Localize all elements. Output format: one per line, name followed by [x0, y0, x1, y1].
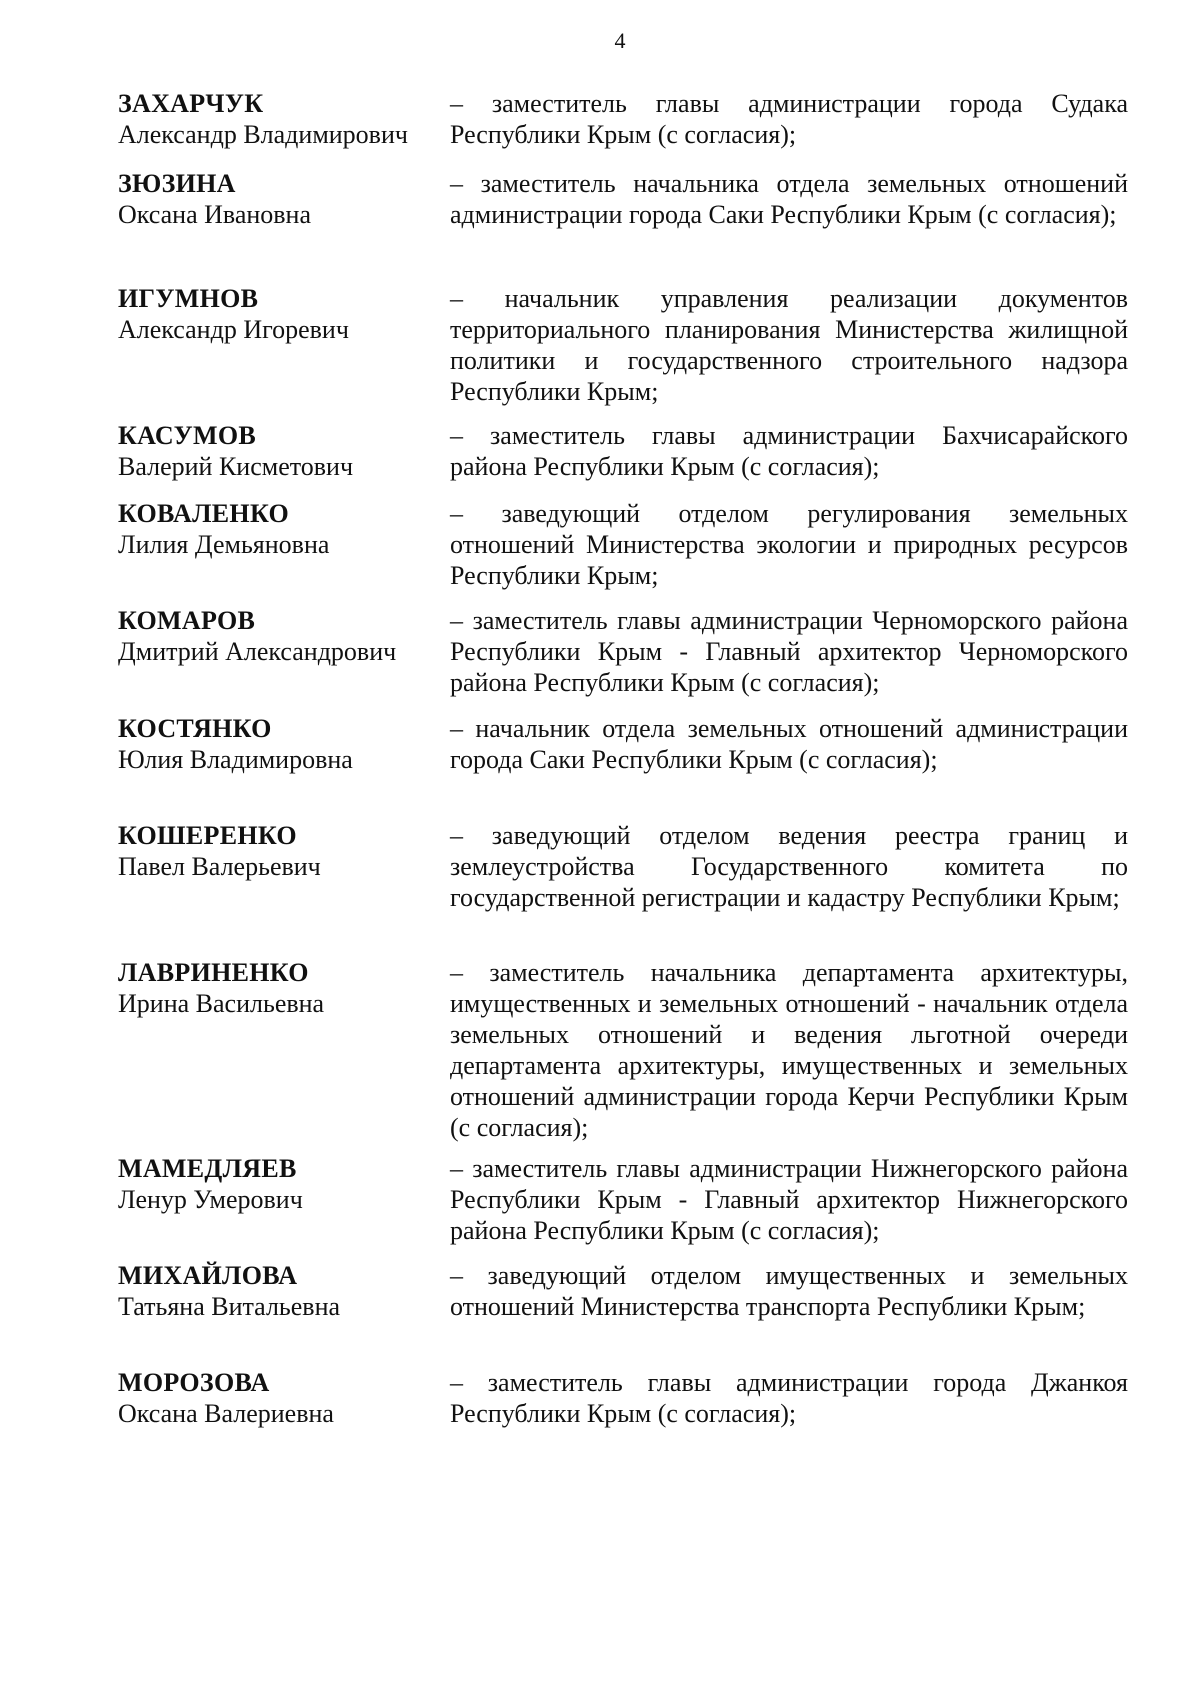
member-role: – заместитель начальника отдела земельных отношений администрации города Саки Республики Крым (с согласия);: [450, 169, 1128, 229]
member-given-name: Татьяна Витальевна: [118, 1292, 341, 1321]
member-surname: ЗАХАРЧУК: [118, 89, 264, 118]
member-person: [118, 498, 448, 560]
member-role: – заместитель главы администрации Бахчисарайского района Республики Крым (с согласия);: [450, 421, 1128, 481]
member-given-name: Александр Игоревич: [118, 315, 349, 344]
member-surname: МАМЕДЛЯЕВ: [118, 1154, 297, 1183]
member-surname: КОМАРОВ: [118, 606, 256, 635]
member-person: [118, 713, 448, 775]
member-given-name: Оксана Ивановна: [118, 200, 312, 229]
member-person: [118, 1153, 448, 1215]
member-given-name: Оксана Валериевна: [118, 1399, 334, 1428]
member-role: – заведующий отделом ведения реестра границ и землеустройства Государственного комитета по государственной регистрации и кадастру Республики Крым;: [450, 821, 1128, 912]
member-surname: КОВАЛЕНКО: [118, 499, 289, 528]
member-person: [118, 420, 448, 482]
member-person: [118, 605, 448, 667]
member-role: – заместитель главы администрации Нижнегорского района Республики Крым - Главный архитектор Нижнегорского района Республики Крым (с согласия);: [450, 1154, 1128, 1245]
member-role: – заведующий отделом регулирования земельных отношений Министерства экологии и природных ресурсов Республики Крым;: [450, 499, 1128, 590]
member-person: [118, 283, 448, 345]
member-surname: ИГУМНОВ: [118, 284, 259, 313]
member-person: [118, 1260, 448, 1322]
member-surname: МОРОЗОВА: [118, 1368, 270, 1397]
member-surname: ЛАВРИНЕНКО: [118, 958, 309, 987]
member-surname: ЗЮЗИНА: [118, 169, 236, 198]
member-person: [118, 168, 448, 230]
member-role: – начальник управления реализации документов территориального планирования Министерства жилищной политики и государственного строительного надзора Республики Крым;: [450, 284, 1128, 406]
member-given-name: Дмитрий Александрович: [118, 637, 397, 666]
member-person: [118, 88, 448, 150]
member-role: – заместитель начальника департамента архитектуры, имущественных и земельных отношений - начальник отдела земельных отношений и ведения льготной очереди департамента архитектуры, имущественных и земельных отношений администрации города Керчи Республики Крым (с согласия);: [450, 958, 1128, 1142]
member-given-name: Александр Владимирович: [118, 120, 408, 149]
member-person: [118, 820, 448, 882]
member-role: – заместитель главы администрации города Судака Республики Крым (с согласия);: [450, 89, 1128, 149]
member-role: – начальник отдела земельных отношений администрации города Саки Республики Крым (с согласия);: [450, 714, 1128, 774]
member-surname: МИХАЙЛОВА: [118, 1261, 298, 1290]
member-given-name: Ленур Умерович: [118, 1185, 303, 1214]
member-role: – заместитель главы администрации города Джанкоя Республики Крым (с согласия);: [450, 1368, 1128, 1428]
member-surname: КОСТЯНКО: [118, 714, 272, 743]
member-given-name: Ирина Васильевна: [118, 989, 325, 1018]
member-role: – заведующий отделом имущественных и земельных отношений Министерства транспорта Республики Крым;: [450, 1261, 1128, 1321]
member-given-name: Валерий Кисметович: [118, 452, 354, 481]
member-surname: КОШЕРЕНКО: [118, 821, 297, 850]
member-person: [118, 1367, 448, 1429]
member-role: – заместитель главы администрации Черноморского района Республики Крым - Главный архитектор Черноморского района Республики Крым (с согласия);: [450, 606, 1128, 697]
member-given-name: Лилия Демьяновна: [118, 530, 330, 559]
page-number: 4: [614, 28, 626, 53]
member-given-name: Павел Валерьевич: [118, 852, 321, 881]
member-surname: КАСУМОВ: [118, 421, 257, 450]
member-given-name: Юлия Владимировна: [118, 745, 353, 774]
member-person: [118, 957, 448, 1019]
